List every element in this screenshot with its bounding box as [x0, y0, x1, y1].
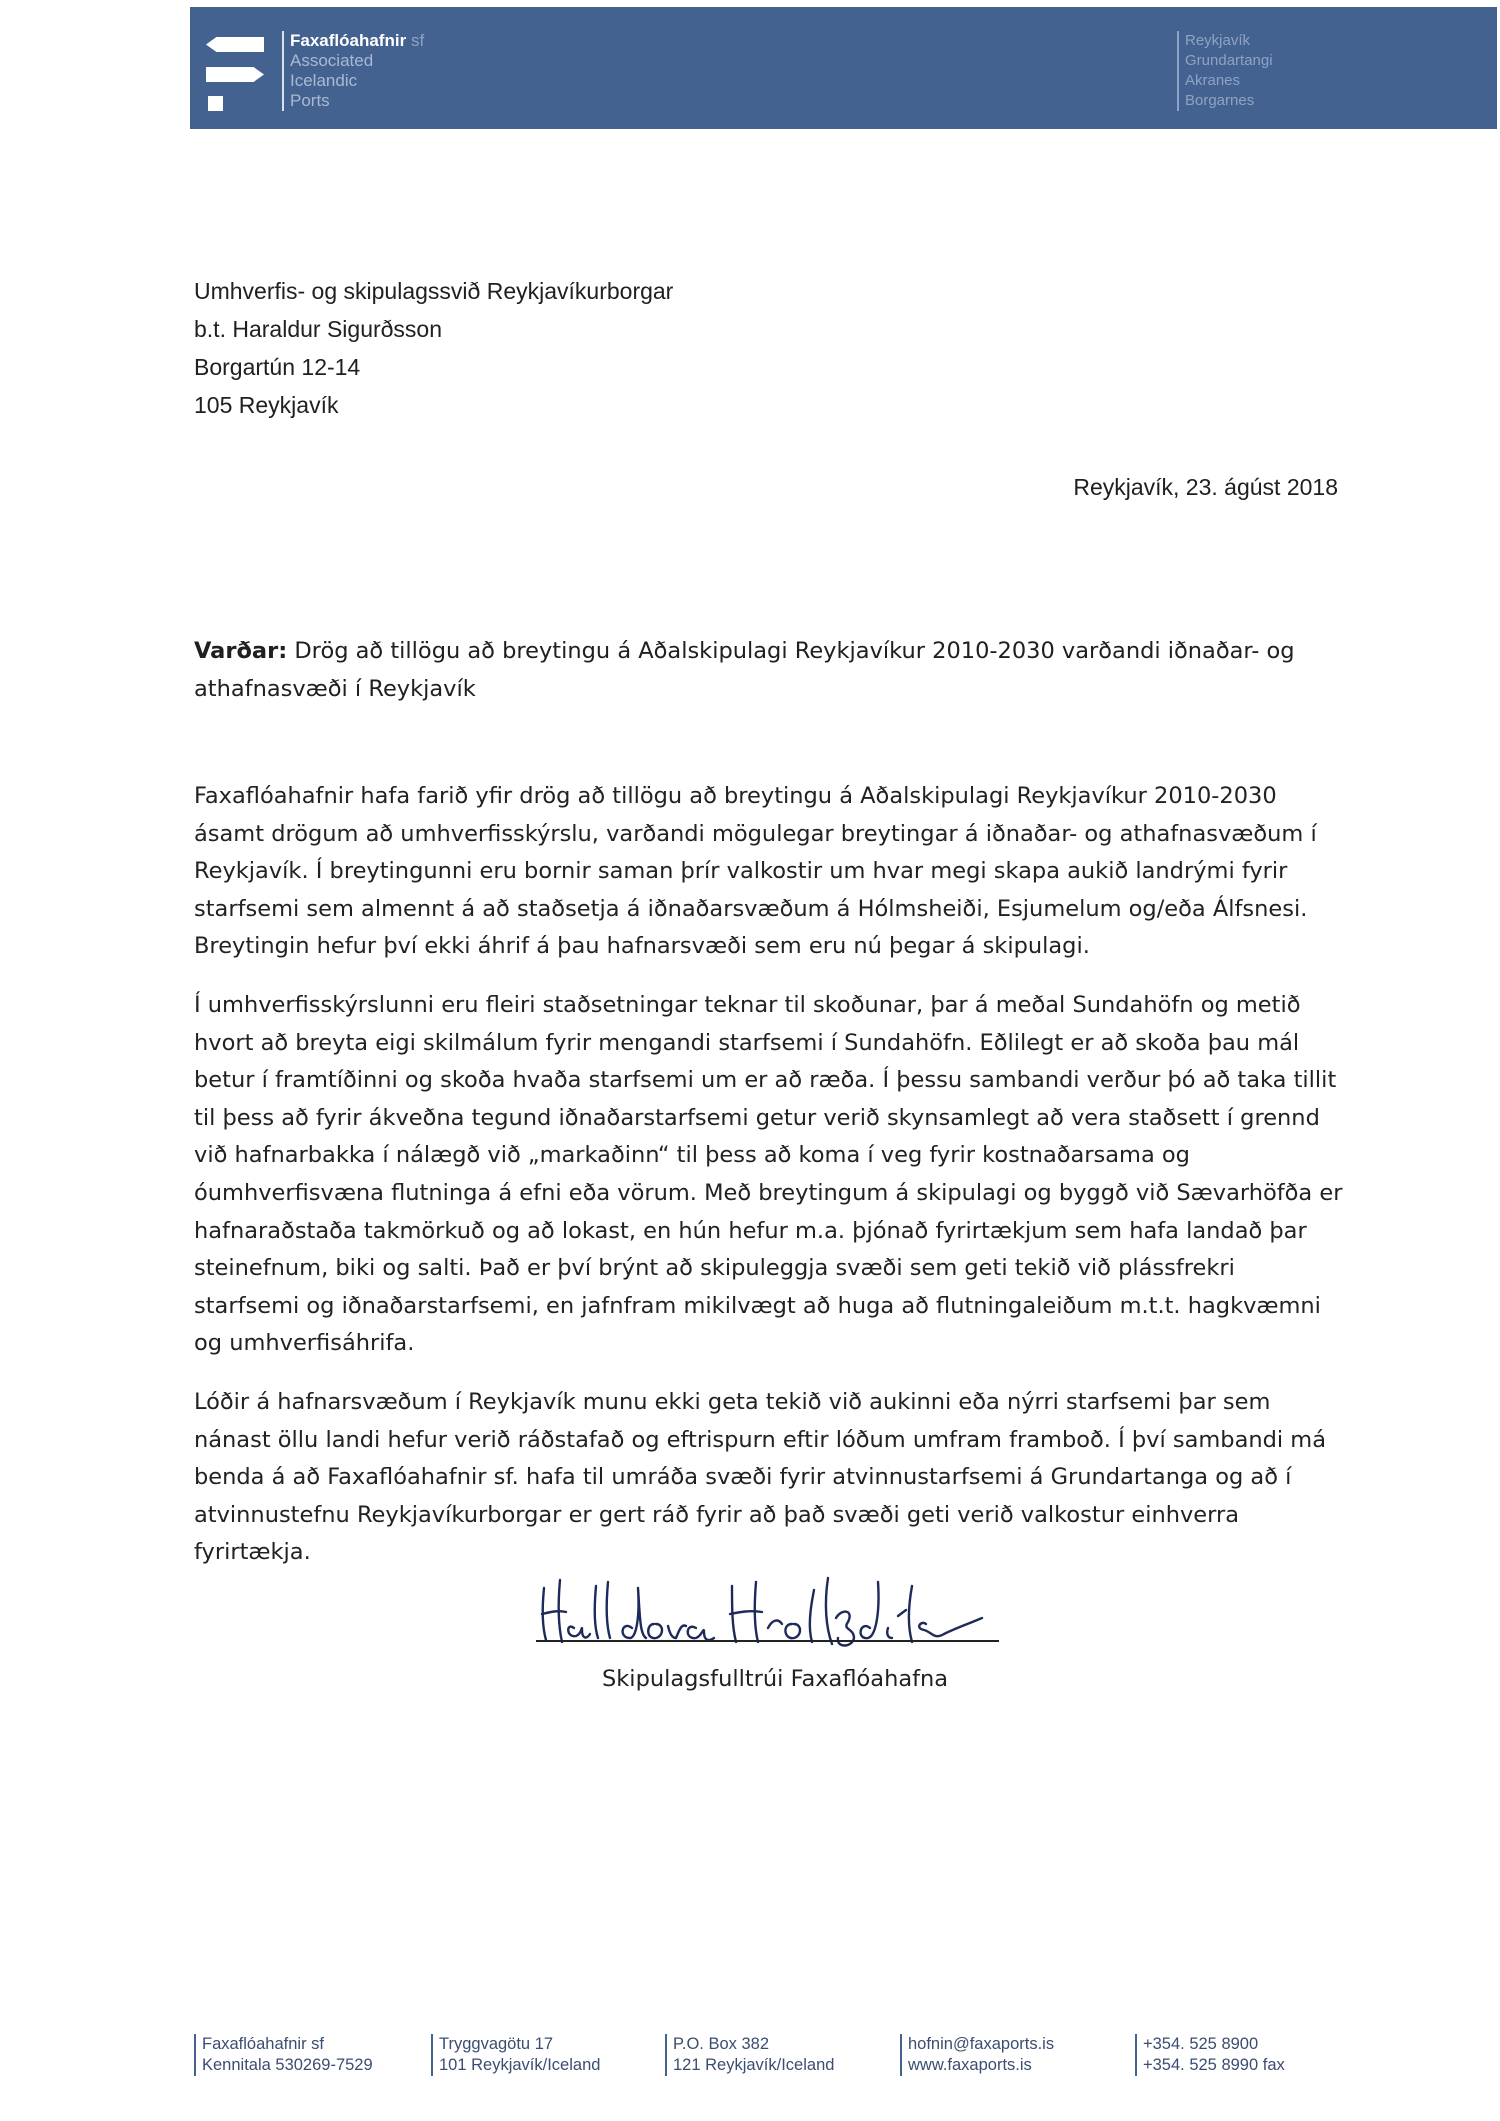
footer-contact: [900, 2034, 1054, 2076]
footer-email-link[interactable]: hofnin@faxaports.is: [908, 2035, 1055, 2053]
org-line: Ports: [290, 91, 330, 110]
footer-phone: +354. 525 8900 +354. 525 8990 fax: [1135, 2034, 1285, 2076]
org-name: Faxaflóahafnir sf: [290, 31, 425, 50]
port-location: Akranes: [1185, 72, 1241, 89]
footer-website-link[interactable]: www.faxaports.is: [908, 2056, 1032, 2074]
org-suffix: sf: [410, 31, 425, 50]
subject-lead: Varðar:: [194, 638, 288, 664]
recipient-line: b.t. Haraldur Sigurðsson: [194, 316, 443, 342]
org-line: Associated: [290, 51, 374, 70]
footer-po-box: P.O. Box 382 121 Reykjavík/Iceland: [665, 2034, 834, 2076]
footer-street-address: Tryggvagötu 17 101 Reykjavík/Iceland: [431, 2034, 600, 2076]
letterhead-band: [190, 7, 1497, 129]
port-location: Reykjavík: [1185, 32, 1251, 49]
letter-date: Reykjavík, 23. ágúst 2018: [1073, 474, 1338, 500]
body-paragraph: Í umhverfisskýrslunni eru fleiri staðsetningar teknar til skoðunar, þar á meðal Sundahöfn og metið hvort að breyta eigi skilmálum fyrir mengandi starfsemi í Sundahöfn. Eðlilegt er að skoða þau mál betur í framtíðinni og skoða hvaða starfsemi um er að ræða. Í þessu sambandi verður þó að taka tillit til þess að fyrir ákveðna tegund iðnaðarstarfsemi getur verið skynsamlegt að vera staðsett í grennd við hafnarbakka í nálægð við „markaðinn“ til þess að koma í veg fyrir kostnaðarsama og óumhverfisvæna flutninga á efni eða vörum. Með breytingum á skipulagi og byggð við Sævarhöfða er hafnaraðstaða takmörkuð og að lokast, en hún hefur m.a. þjónað fyrirtækjum sem hafa landað þar steinefnum, biki og salti. Það er því brýnt að skipuleggja svæði sem geti tekið við plássfrekri starfsemi og iðnaðarstarfsemi, en jafnfram mikilvægt að huga að flutningaleiðum m.t.t. hagkvæmni og umhverfisáhrifa.: [194, 991, 1343, 1357]
handwritten-signature: [536, 1568, 1006, 1648]
signature-line: [536, 1640, 999, 1642]
recipient-line: 105 Reykjavík: [194, 392, 339, 418]
body-paragraph: Faxaflóahafnir hafa farið yfir drög að tillögu að breytingu á Aðalskipulagi Reykjavíkur 2010-2030 ásamt drögum að umhverfisskýrslu, varðandi mögulegar breytingar á iðnaðar- og athafnasvæðum í Reykjavík. Í breytingunni eru bornir saman þrír valkostir um hvar megi skapa aukið landrými fyrir starfsemi sem almennt á að staðsetja á iðnaðarsvæðum á Hólmsheiði, Esjumelum og/eða Álfsnesi. Breytingin hefur því ekki áhrif á þau hafnarsvæði sem eru nú þegar á skipulagi.: [194, 783, 1317, 960]
recipient-line: Umhverfis- og skipulagssvið Reykjavíkurborgar: [194, 278, 674, 304]
recipient-line: Borgartún 12-14: [194, 354, 361, 380]
port-locations: [1177, 31, 1273, 111]
subject-text: Drög að tillögu að breytingu á Aðalskipulagi Reykjavíkur 2010-2030 varðandi iðnaðar- og athafnasvæði í Reykjavík: [194, 638, 1295, 702]
letter-footer: [194, 2034, 1314, 2088]
port-location: Borgarnes: [1185, 92, 1255, 109]
subject-line: [194, 632, 1344, 708]
letter-body: [194, 778, 1344, 1593]
footer-company: Faxaflóahafnir sf Kennitala 530269-7529: [194, 2034, 373, 2076]
port-location: Grundartangi: [1185, 52, 1273, 69]
org-line: Icelandic: [290, 71, 358, 90]
signature-caption: Skipulagsfulltrúi Faxaflóahafna: [602, 1666, 949, 1692]
faxaports-logo-icon: [206, 33, 266, 115]
org-block: [282, 31, 424, 111]
body-paragraph: Lóðir á hafnarsvæðum í Reykjavík munu ekki geta tekið við aukinni eða nýrri starfsemi þar sem nánast öllu landi hefur verið ráðstafað og eftrispurn eftir lóðum umfram framboð. Í því sambandi má benda á að Faxaflóahafnir sf. hafa til umráða svæði fyrir atvinnustarfsemi á Grundartanga og að í atvinnustefnu Reykjavíkurborgar er gert ráð fyrir að það svæði geti verið valkostur einhverra fyrirtækja.: [194, 1388, 1327, 1566]
recipient-address: [194, 272, 673, 424]
